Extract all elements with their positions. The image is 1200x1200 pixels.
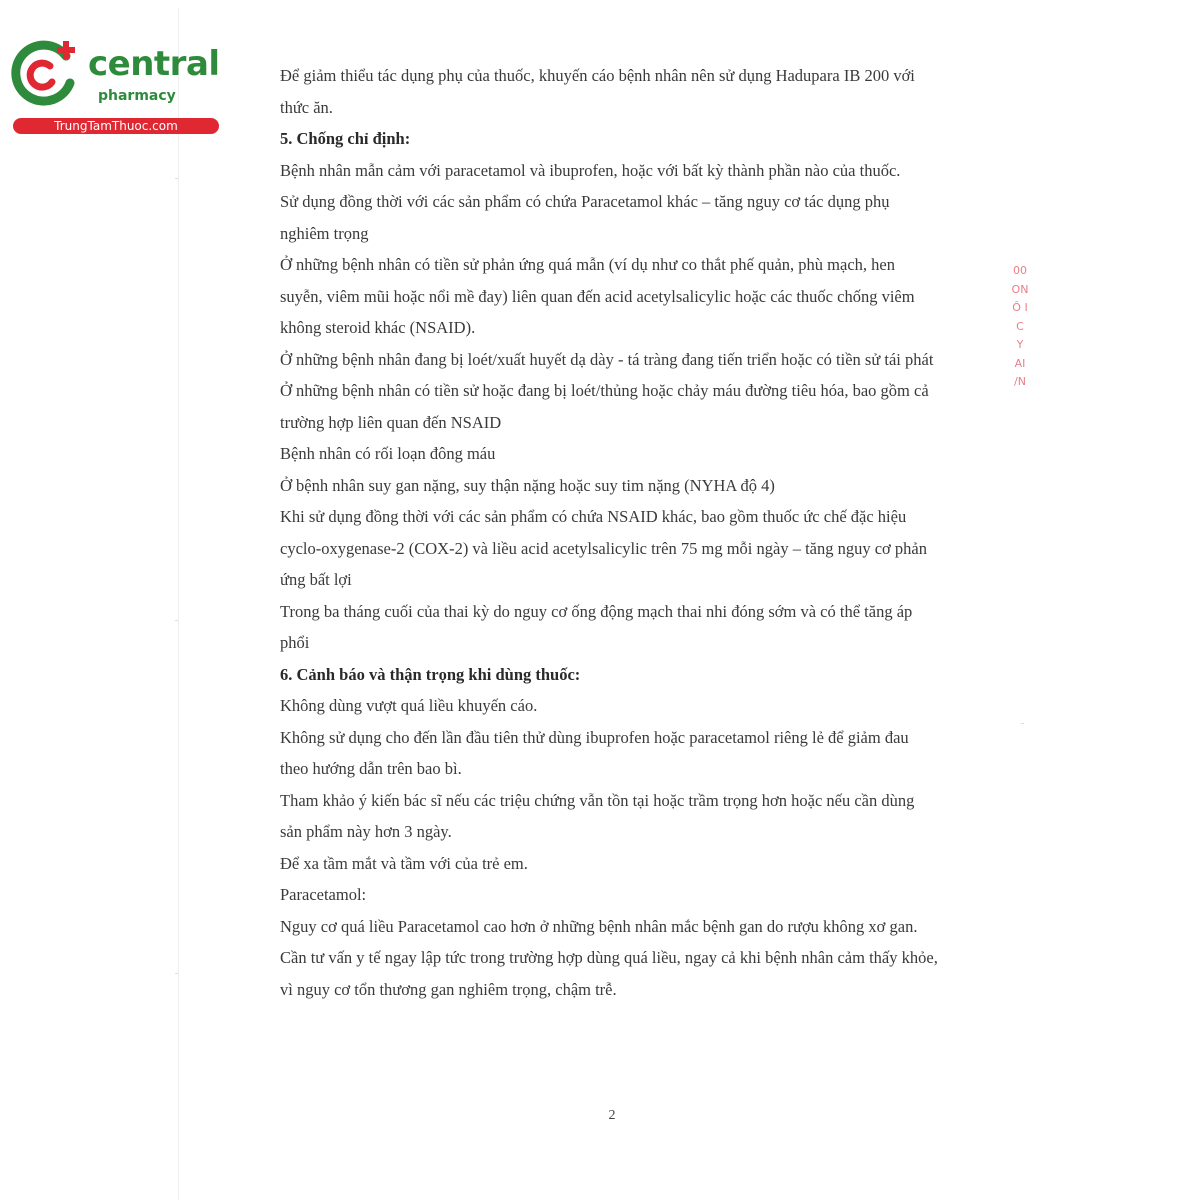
stamp-text: Ô I <box>1012 301 1028 314</box>
body-paragraph: Khi sử dụng đồng thời với các sản phẩm có chứa NSAID khác, bao gồm thuốc ức chế đặc hiệu cyclo-oxygenase-2 (COX-2) và liều acid acetylsalicylic trên 75 mg mỗi ngày – tăng nguy cơ phản ứng bất lợi <box>280 507 927 589</box>
body-paragraph: Để giảm thiểu tác dụng phụ của thuốc, khuyến cáo bệnh nhân nên sử dụng Hadupara IB 200 với thức ăn. <box>280 66 915 117</box>
scan-mark <box>175 620 178 621</box>
stamp-text: 00 <box>1013 264 1027 277</box>
body-paragraph: Để xa tầm mắt và tầm với của trẻ em. <box>280 853 528 873</box>
body-paragraph: Bệnh nhân có rối loạn đông máu <box>280 444 496 463</box>
stamp-text: ON <box>1011 282 1029 296</box>
scan-mark <box>175 973 178 974</box>
scan-mark <box>1021 723 1024 724</box>
body-paragraph: Ở những bệnh nhân có tiền sử hoặc đang bị loét/thủng hoặc chảy máu đường tiêu hóa, bao gồm cả trường hợp liên quan đến NSAID <box>280 381 929 432</box>
body-paragraph: Bệnh nhân mẫn cảm với paracetamol và ibuprofen, hoặc với bất kỳ thành phần nào của thuốc. <box>280 160 901 180</box>
stamp-text: /N <box>1014 375 1026 388</box>
body-paragraph: Ở những bệnh nhân có tiền sử phản ứng quá mẫn (ví dụ như co thắt phế quản, phù mạch, hen suyễn, viêm mũi hoặc nổi mề đay) liên quan đến acid acetylsalicylic hoặc các thuốc chống viêm không steroid khác (NSAID). <box>280 255 915 337</box>
central-pharmacy-logo[interactable] <box>10 38 220 138</box>
logo-sub-text: pharmacy <box>98 88 176 104</box>
body-paragraph: Tham khảo ý kiến bác sĩ nếu các triệu chứng vẫn tồn tại hoặc trầm trọng hơn hoặc nếu cần dùng sản phẩm này hơn 3 ngày. <box>280 790 915 841</box>
logo-url-badge[interactable]: TrungTamThuoc.com <box>13 118 219 134</box>
document-body <box>280 60 940 1005</box>
body-paragraph: Nguy cơ quá liều Paracetamol cao hơn ở những bệnh nhân mắc bệnh gan do rượu không xơ gan. Cần tư vấn y tế ngay lập tức trong trường hợp dùng quá liều, ngay cả khi bệnh nhân cảm thấy khỏe, vì nguy cơ tổn thương gan nghiêm trọng, chậm trễ. <box>280 916 938 999</box>
body-paragraph: Trong ba tháng cuối của thai kỳ do nguy cơ ống động mạch thai nhi đóng sớm và có thể tăng áp phổi <box>280 601 913 652</box>
section-heading: 5. Chống chỉ định: <box>280 129 411 148</box>
pharmacy-cross-logo-icon <box>10 38 80 108</box>
body-paragraph: Ở những bệnh nhân đang bị loét/xuất huyết dạ dày - tá tràng đang tiến triển hoặc có tiền sử tái phát <box>280 349 934 369</box>
body-paragraph: Không sử dụng cho đến lần đầu tiên thử dùng ibuprofen hoặc paracetamol riêng lẻ để giảm đau theo hướng dẫn trên bao bì. <box>280 727 909 778</box>
stamp-text: AI <box>1014 356 1026 370</box>
page-number: 2 <box>608 1108 616 1123</box>
red-stamp-fragment <box>1008 262 1032 392</box>
scan-mark <box>175 178 178 179</box>
body-paragraph: Paracetamol: <box>280 885 367 904</box>
body-paragraph: Ở bệnh nhân suy gan nặng, suy thận nặng hoặc suy tim nặng (NYHA độ 4) <box>280 475 775 495</box>
logo-brand-text: central <box>88 44 220 84</box>
stamp-text: Y <box>1016 338 1024 351</box>
body-paragraph: Sử dụng đồng thời với các sản phẩm có chứa Paracetamol khác – tăng nguy cơ tác dụng phụ nghiêm trọng <box>280 192 890 243</box>
stamp-text: C <box>1016 319 1024 333</box>
body-paragraph: Không dùng vượt quá liều khuyến cáo. <box>280 696 538 715</box>
section-heading: 6. Cảnh báo và thận trọng khi dùng thuốc: <box>280 664 581 684</box>
